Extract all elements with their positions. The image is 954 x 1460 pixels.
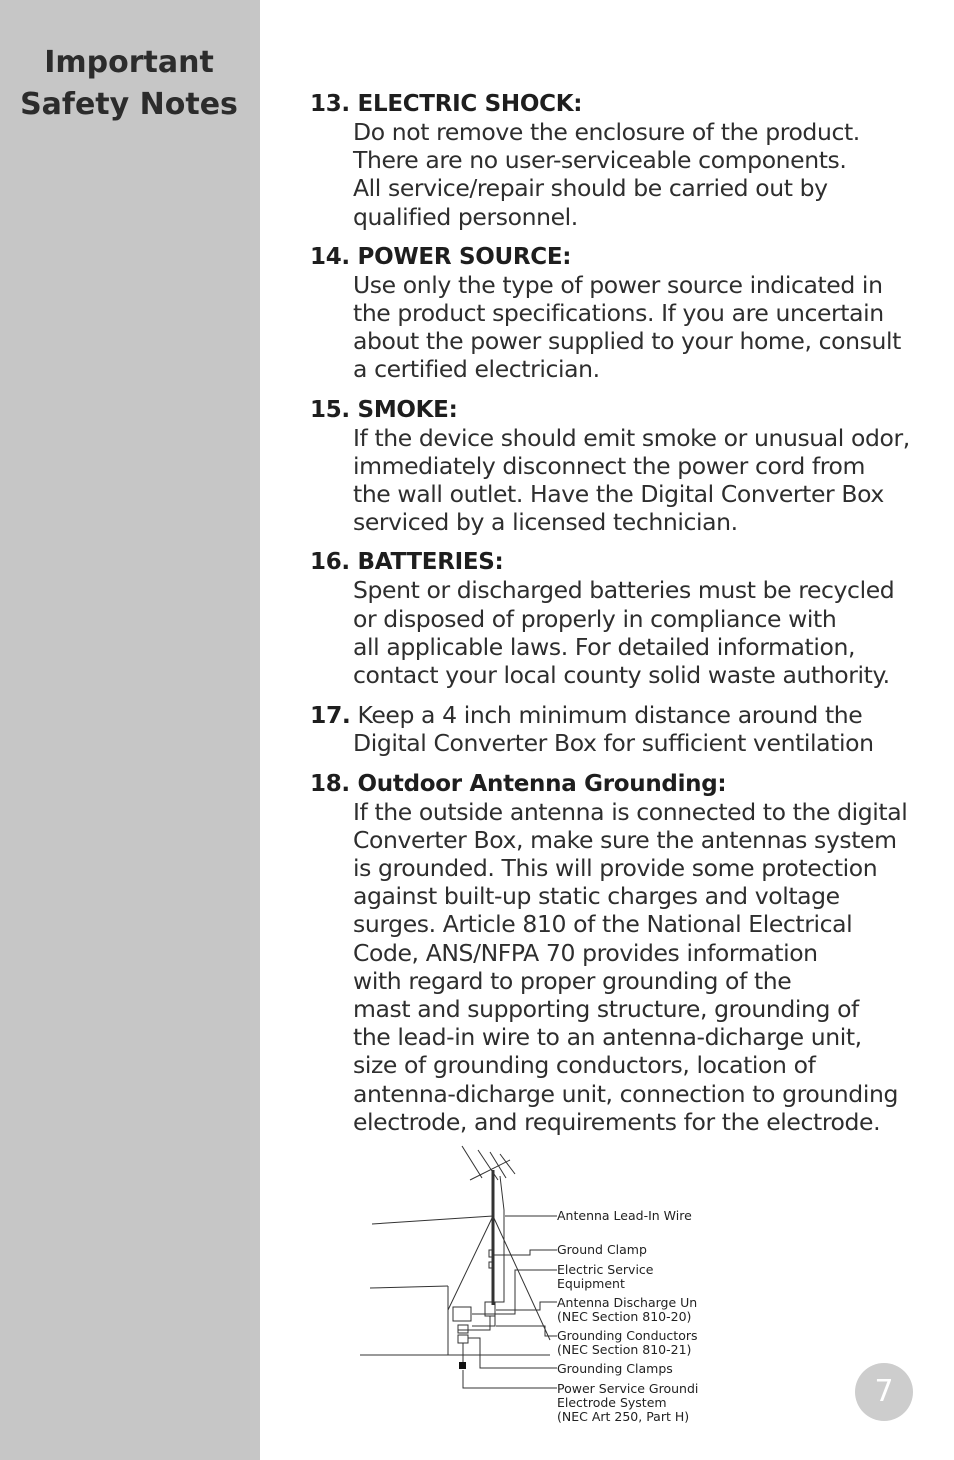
- page-title: Important Safety Notes: [20, 45, 238, 122]
- note-item-14: [310, 243, 920, 384]
- note-text-continued: Digital Converter Box for sufficient ventilation: [353, 729, 874, 758]
- callout-line: [493, 1250, 557, 1255]
- page-number-badge: 7: [855, 1363, 913, 1421]
- note-heading: 13. ELECTRIC SHOCK:: [310, 91, 583, 117]
- note-item-18: [310, 770, 920, 1136]
- label-grounding-clamps: Grounding Clamps: [557, 1361, 673, 1376]
- label-power-service: Power Service Groundi Electrode System (NEC Art 250, Part H): [557, 1381, 699, 1424]
- roof-slope: [448, 1216, 493, 1310]
- safety-notes-list: [310, 90, 920, 1148]
- note-body: If the device should emit smoke or unusual odor, immediately disconnect the power cord from the wall outlet. Have the Digital Converter Box serviced by a licensed technician.: [353, 423, 910, 537]
- note-number: 17.: [310, 701, 351, 730]
- label-ground-clamp: Ground Clamp: [557, 1242, 647, 1257]
- diagram-labels: [557, 1140, 757, 1440]
- electric-service-box: [453, 1307, 471, 1321]
- grounding-conductor: [458, 1316, 490, 1330]
- note-body: If the outside antenna is connected to the digital Converter Box, make sure the antennas system is grounded. This will provide some protection against built-up static charges and voltage surges. Article 810 of the National Electrical Code, ANS/NFPA 70 provides information with regard to proper grounding of the mast and supporting structure, grounding of the lead-in wire to an antenna-dicharge unit, size of grounding conductors, location of antenna-dicharge unit, connection to grounding electrode, and requirements for the electrode.: [353, 797, 908, 1136]
- callout-line: [463, 1370, 557, 1388]
- note-heading: 18. Outdoor Antenna Grounding:: [310, 770, 727, 797]
- sidebar: [0, 0, 260, 1460]
- roof-edge: [372, 1216, 493, 1224]
- note-heading: 15. SMOKE:: [310, 396, 458, 423]
- callout-line: [468, 1338, 557, 1368]
- roof-slope: [493, 1216, 550, 1340]
- grounding-clamp: [458, 1335, 468, 1343]
- label-grounding-conductors: Grounding Conductors (NEC Section 810-21): [557, 1328, 698, 1357]
- label-discharge-unit: Antenna Discharge Un (NEC Section 810-20): [557, 1295, 698, 1324]
- antenna-boom: [470, 1160, 510, 1180]
- note-heading: 14. POWER SOURCE:: [310, 243, 572, 270]
- note-heading: 16. BATTERIES:: [310, 549, 504, 576]
- note-item-15: [310, 396, 920, 537]
- roof-edge: [370, 1286, 448, 1288]
- note-body: Do not remove the enclosure of the product. There are no user-serviceable components. All service/repair should be carried out by qualified personnel.: [353, 118, 860, 231]
- callout-line: [496, 1302, 557, 1310]
- grounding-clamp: [458, 1325, 468, 1333]
- label-lead-in-wire: Antenna Lead-In Wire: [557, 1208, 692, 1223]
- lead-in-wire: [495, 1176, 504, 1302]
- grounding-electrode: [459, 1362, 466, 1369]
- note-item-17: [310, 701, 920, 757]
- note-body: Use only the type of power source indicated in the product specifications. If you are uncertain about the power supplied to your home, consult a certified electrician.: [353, 270, 901, 384]
- note-text: Keep a 4 inch minimum distance around the: [350, 701, 863, 730]
- note-item-13: [310, 90, 920, 231]
- label-electric-service: Electric Service Equipment: [557, 1262, 654, 1291]
- note-body: Spent or discharged batteries must be recycled or disposed of properly in compliance with all applicable laws. For detailed information, contact your local county solid waste authority.: [353, 576, 895, 690]
- note-item-16: [310, 548, 920, 689]
- grounding-conductor: [472, 1316, 495, 1326]
